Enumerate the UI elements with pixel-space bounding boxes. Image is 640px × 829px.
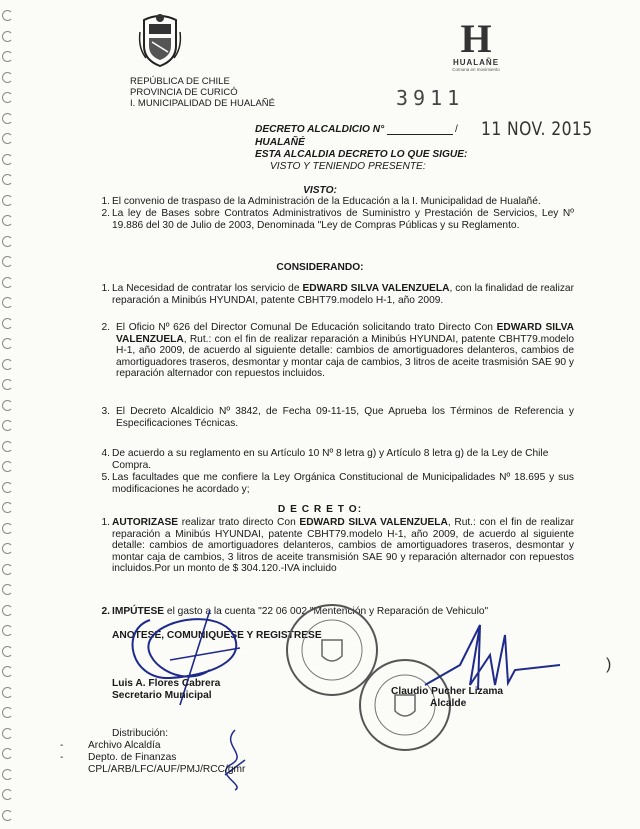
binder-hole [2,482,13,493]
binder-hole [2,113,13,124]
binder-hole [2,666,13,677]
decreto-title: D E C R E T O: [277,504,363,515]
binder-hole [2,338,13,349]
binder-hole [2,92,13,103]
logo-name: HUALAÑE [452,58,500,67]
header-province: PROVINCIA DE CURICÓ [130,87,238,98]
binder-hole [2,543,13,554]
binder-hole [2,728,13,739]
considerando-item-5: 5. Las facultades que me confiere la Ley Orgánica Constitucional de Municipalidades Nº 18.695 y sus modificaciones he acordado y; [101,472,574,495]
binder-hole [2,174,13,185]
secretary-name: Luis A. Flores Cabrera [112,678,221,689]
header-block [130,76,330,109]
header-country: REPÚBLICA DE CHILE [130,76,230,87]
decree-line4: VISTO Y TENIENDO PRESENTE: [270,161,426,172]
visto-item-2: 2. La ley de Bases sobre Contratos Administrativos de Suministro y Prestación de Servicios, Ley Nº 19.886 del 30 de Julio de 2003, Denominada "Ley de Compras Públicas y su Reglamento. [101,208,574,231]
binder-hole [2,646,13,657]
distribution-item-2: - Depto. de Finanzas [60,752,177,763]
considerando-title: CONSIDERANDO: [276,262,364,273]
coat-of-arms-icon [138,12,182,70]
distribution-item-3: CPL/ARB/LFC/AUF/PMJ/RCC/gmr [88,764,246,775]
binder-hole [2,277,13,288]
visto-item-1: 1. El convenio de traspaso de la Administración de la Educación a la I. Municipalidad de Hualañé. [101,196,541,207]
binder-hole [2,72,13,83]
decreto-item-2: 2. IMPÚTESE el gasto a la cuenta "22 06 002 "Mentención y Reparación de Vehiculo" [101,606,489,617]
binder-hole [2,523,13,534]
binder-hole [2,215,13,226]
secretary-title: Secretario Municipal [112,690,212,701]
decreto-item-1: 1. AUTORIZASE realizar trato directo Con EDWARD SILVA VALENZUELA, Rut.: con el fin de realizar reparación a Minibús HYUNDAI, patente CBHT79.modelo H-1, año 2009, de acuerdo al siguiente detalle: cambios de amortiguadores delanteros, cambios de amortiguadores traseros, desmontar y montar caja de cambios, 3 litros de aceite transmisión SAE 90 y reparación alternador con repuestos incluidos.Por un monto de $ 304.120.-IVA incluido [101,517,574,575]
decree-line3: ESTA ALCALDIA DECRETO LO QUE SIGUE: [255,149,468,160]
mayor-name: Claudio Pucher Lizama [391,686,504,697]
considerando-item-3: 3. El Decreto Alcaldicio Nº 3842, de Fecha 09-11-15, Que Aprueba los Términos de Referencia y Especificaciones Técnicas. [101,406,574,429]
considerando-item-1: 1. La Necesidad de contratar los servicio de EDWARD SILVA VALENZUELA, con la finalidad de realizar reparación a Minibús HYUNDAI, patente CBHT79.modelo H-1, año 2009. [101,283,574,306]
binder-hole [2,789,13,800]
decree-date-stamp: 11 NOV. 2015 [481,118,593,140]
binder-hole [2,400,13,411]
binder-hole [2,441,13,452]
hualane-logo [446,16,506,72]
binder-hole [2,133,13,144]
binder-hole [2,10,13,21]
binder-hole [2,625,13,636]
binder-hole [2,154,13,165]
decree-number-blank [387,134,453,135]
binder-hole [2,318,13,329]
binder-hole [2,769,13,780]
binder-hole [2,707,13,718]
logo-slogan: Comuna en movimiento [452,67,500,72]
header-municipality: I. MUNICIPALIDAD DE HUALAÑÉ [130,98,275,109]
binder-holes [2,0,16,829]
decree-slash: / [455,124,458,135]
binder-hole [2,605,13,616]
binder-hole [2,564,13,575]
visto-title: VISTO: [303,185,337,196]
logo-letter: H [460,16,492,61]
initials-scribble-icon [215,725,255,795]
binder-hole [2,584,13,595]
binder-hole [2,420,13,431]
binder-hole [2,810,13,821]
binder-hole [2,236,13,247]
binder-hole [2,687,13,698]
mayor-title: Alcalde [430,698,467,709]
binder-hole [2,748,13,759]
binder-hole [2,359,13,370]
binder-hole [2,31,13,42]
binder-hole [2,51,13,62]
distribution-title: Distribución: [112,728,169,739]
distribution-item-1: - Archivo Alcaldía [60,740,161,751]
stamp-number: 3911 [396,86,465,110]
considerando-item-2: 2. El Oficio Nº 626 del Director Comunal De Educación solicitando trato Directo Con EDWARD SILVA VALENZUELA, Rut.: con el fin de realizar reparación a Minibús HYUNDAI, patente CBHT79.modelo H-1, año 2009, de acuerdo al siguiente detalle: cambios de amortiguadores delanteros, cambios de amortiguadores traseros, desmontar y montar caja de cambios, 3 litros de aceite trasmisión SAE 90 y reparación alternador con repuestos incluidos. [101,322,574,380]
binder-hole [2,379,13,390]
considerando-item-4: 4. De acuerdo a su reglamento en su Artículo 10 Nº 8 letra g) y Artículo 8 letra g) de la Ley de Chile Compra. [101,448,549,471]
binder-hole [2,461,13,472]
margin-mark: ) [606,656,612,673]
closing-text: ANOTESE, COMUNIQUESE Y REGISTRESE [112,630,322,641]
decree-line2: HUALAÑÉ [255,137,305,148]
decree-line1: DECRETO ALCALDICIO N° [255,124,385,135]
binder-hole [2,297,13,308]
